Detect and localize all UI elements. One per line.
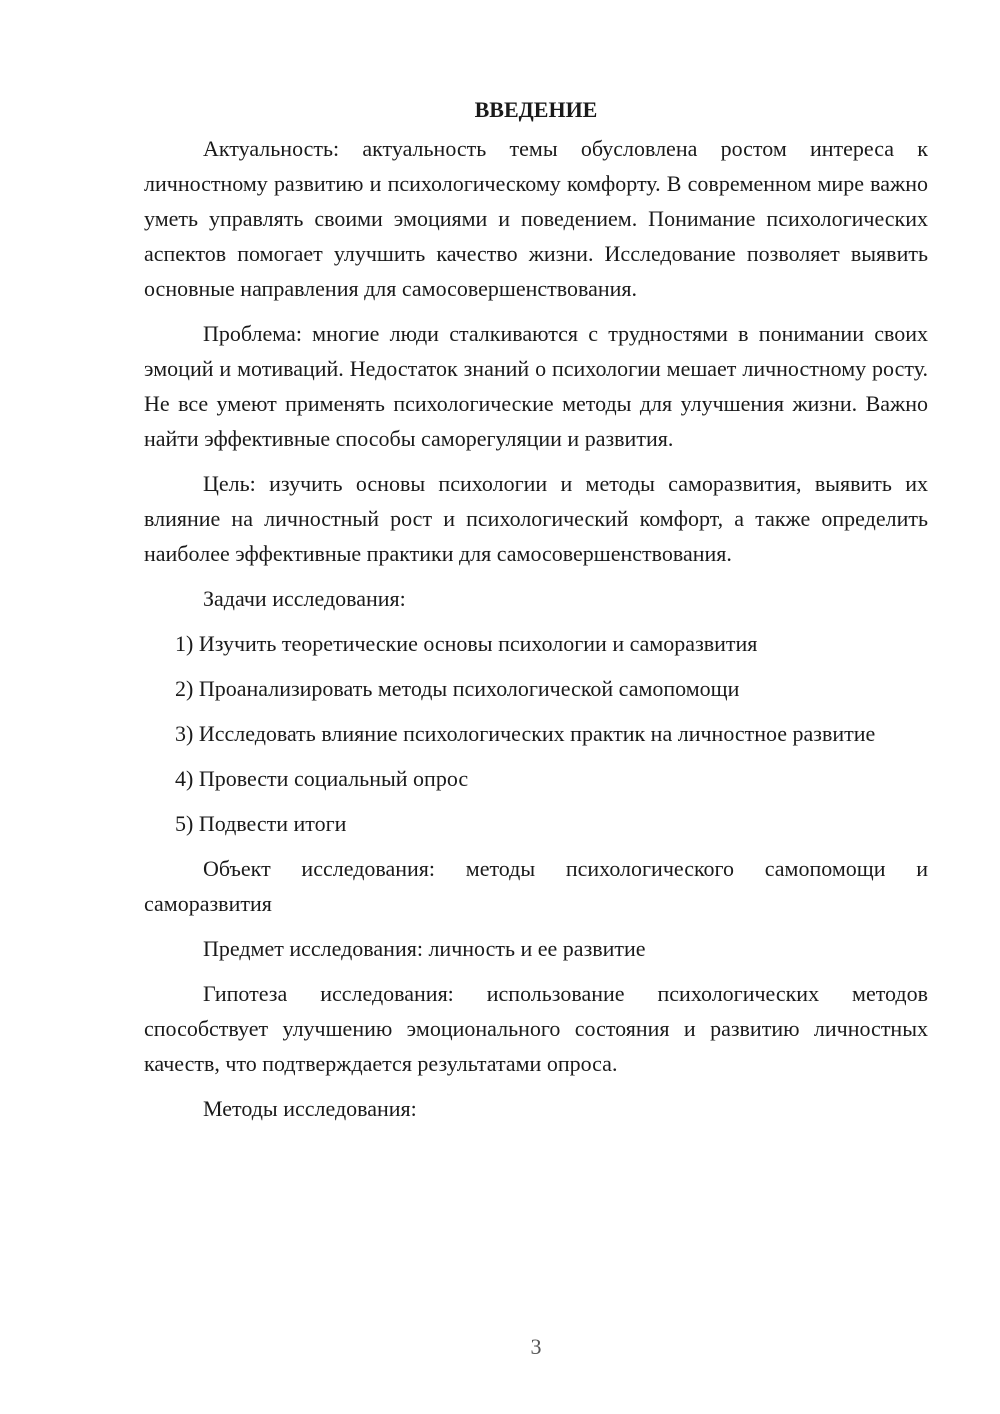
task-item-2: 2) Проанализировать методы психологической самопомощи [175, 676, 740, 701]
paragraph-problem: Проблема: многие люди сталкиваются с трудностями в понимании своих эмоций и мотиваций. Недостаток знаний о психологии мешает личностному росту. Не все умеют применять психологические методы для улучшения жизни. Важно найти эффективные способы саморегуляции и развития. [144, 321, 928, 451]
task-item-5: 5) Подвести итоги [175, 811, 347, 836]
page-body [144, 92, 928, 1126]
paragraph-relevance: Актуальность: актуальность темы обусловлена ростом интереса к личностному развитию и психологическому комфорту. В современном мире важно уметь управлять своими эмоциями и поведением. Понимание психологических аспектов помогает улучшить качество жизни. Исследование позволяет выявить основные направления для самосовершенствования. [144, 136, 928, 301]
paragraph-goal: Цель: изучить основы психологии и методы саморазвития, выявить их влияние на личностный рост и психологический комфорт, а также определить наиболее эффективные практики для самосовершенствования. [144, 471, 928, 566]
paragraph-hypothesis: Гипотеза исследования: использование психологических методов способствует улучшению эмоционального состояния и развитию личностных качеств, что подтверждается результатами опроса. [144, 981, 928, 1076]
paragraph-subject: Предмет исследования: личность и ее развитие [203, 936, 646, 961]
tasks-heading: Задачи исследования: [203, 586, 406, 611]
task-item-4: 4) Провести социальный опрос [175, 766, 469, 791]
paragraph-object: Объект исследования: методы психологического самопомощи и саморазвития [144, 856, 928, 916]
section-title: ВВЕДЕНИЕ [474, 97, 598, 122]
task-item-1: 1) Изучить теоретические основы психологии и саморазвития [175, 631, 758, 656]
methods-heading: Методы исследования: [203, 1096, 417, 1121]
page-number: 3 [530, 1334, 542, 1359]
task-item-3: 3) Исследовать влияние психологических практик на личностное развитие [175, 721, 876, 746]
